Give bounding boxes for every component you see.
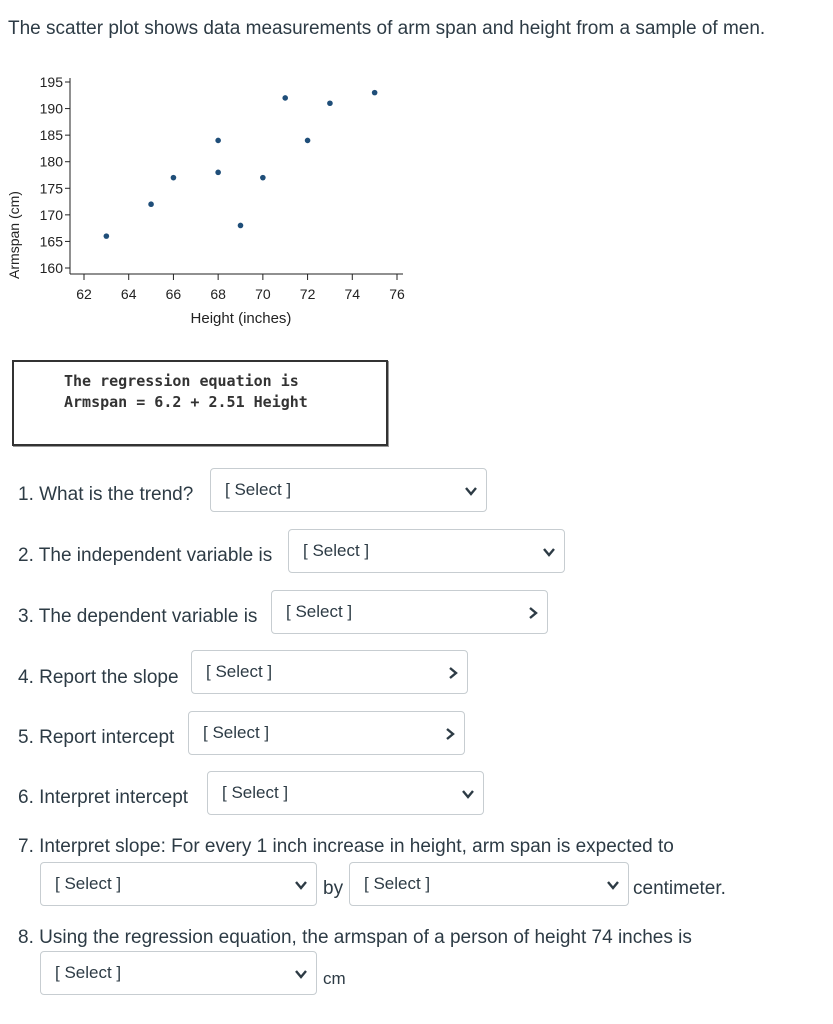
data-point: [327, 100, 333, 106]
q5-select[interactable]: [188, 711, 465, 755]
q7-amount-select[interactable]: [349, 862, 629, 906]
select-value: [ Select ]: [364, 874, 431, 893]
data-point: [238, 223, 244, 229]
question-4: 4. Report the slope: [18, 667, 179, 688]
y-tick-label: 185: [39, 127, 63, 144]
chevron-down-icon: [294, 878, 308, 892]
select-value: [ Select ]: [206, 662, 273, 681]
chevron-down-icon: [294, 967, 308, 981]
select-value: [ Select ]: [225, 480, 292, 499]
y-tick-label: 160: [39, 260, 63, 276]
data-point: [215, 170, 221, 176]
chevron-down-icon: [606, 878, 620, 892]
data-point: [215, 138, 221, 144]
select-value: [ Select ]: [303, 541, 370, 560]
q8-select[interactable]: [40, 951, 317, 995]
y-tick-label: 190: [39, 100, 63, 117]
data-point: [260, 175, 266, 181]
regression-line-1: The regression equation is: [64, 372, 299, 390]
data-point: [372, 90, 378, 96]
x-tick-label: 68: [210, 286, 226, 302]
q7-end-text: centimeter.: [633, 878, 726, 899]
q2-select[interactable]: [288, 529, 565, 573]
q3-select[interactable]: [271, 590, 548, 634]
chevron-down-icon: [542, 545, 556, 559]
scatter-plot: [0, 60, 430, 330]
data-point: [171, 175, 177, 181]
x-tick-label: 62: [76, 286, 92, 302]
x-tick-label: 72: [299, 286, 316, 302]
y-tick-label: 180: [39, 153, 63, 170]
x-tick-label: 74: [344, 286, 361, 302]
question-7: 7. Interpret slope: For every 1 inch increase in height, arm span is expected to: [18, 836, 674, 857]
y-tick-label: 195: [39, 74, 63, 90]
x-tick-label: 64: [120, 286, 137, 302]
x-tick-label: 66: [165, 286, 182, 302]
data-point: [104, 233, 110, 239]
question-1: 1. What is the trend?: [18, 484, 194, 505]
y-tick-label: 175: [39, 180, 63, 197]
data-point: [305, 138, 311, 144]
select-value: [ Select ]: [203, 723, 270, 742]
question-6: 6. Interpret intercept: [18, 787, 189, 808]
data-point: [148, 201, 154, 207]
q7-direction-select[interactable]: [40, 862, 317, 906]
chevron-down-icon: [464, 484, 478, 498]
intro-text: The scatter plot shows data measurements of arm span and height from a sample of men.: [8, 18, 766, 39]
y-axis-label: Armspan (cm): [6, 191, 22, 279]
select-value: [ Select ]: [55, 963, 122, 982]
q4-select[interactable]: [191, 650, 468, 694]
select-value: [ Select ]: [286, 602, 353, 621]
x-axis-label: Height (inches): [190, 310, 292, 327]
x-tick-label: 70: [255, 286, 271, 302]
question-2: 2. The independent variable is: [18, 545, 273, 566]
chevron-right-icon: [445, 666, 459, 680]
question-5: 5. Report intercept: [18, 727, 175, 748]
q6-select[interactable]: [207, 771, 484, 815]
x-tick-label: 76: [389, 286, 405, 302]
q7-by-text: by: [323, 878, 344, 899]
select-value: [ Select ]: [222, 783, 289, 802]
chevron-right-icon: [442, 727, 456, 741]
q8-unit-text: cm: [323, 969, 346, 988]
plot-points: [104, 90, 378, 239]
question-8: 8. Using the regression equation, the armspan of a person of height 74 inches is: [18, 927, 692, 948]
y-tick-label: 170: [39, 206, 63, 223]
regression-box: [12, 360, 388, 446]
data-point: [282, 95, 288, 101]
chevron-down-icon: [461, 787, 475, 801]
regression-equation: Armspan = 6.2 + 2.51 Height: [64, 393, 308, 411]
y-tick-label: 165: [39, 233, 63, 250]
plot-axes: [40, 74, 405, 302]
chevron-right-icon: [525, 606, 539, 620]
select-value: [ Select ]: [55, 874, 122, 893]
q1-select[interactable]: [210, 468, 487, 512]
question-3: 3. The dependent variable is: [18, 606, 258, 627]
